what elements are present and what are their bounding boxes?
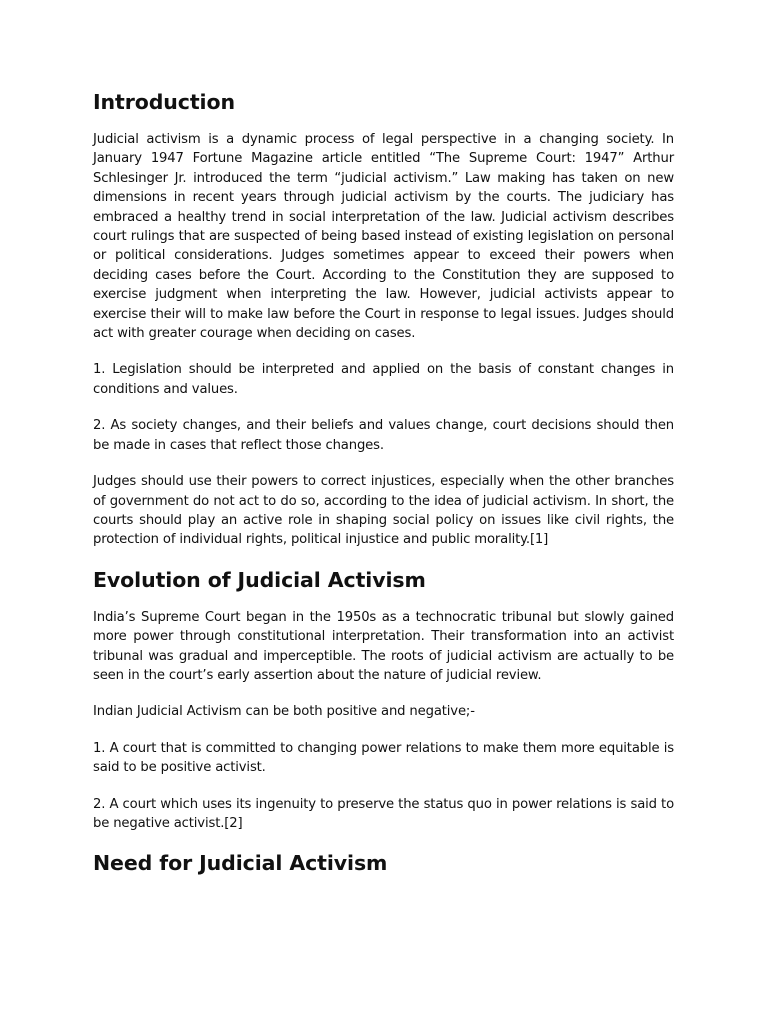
document-page — [93, 88, 674, 891]
intro-paragraph-1: Judicial activism is a dynamic process of legal perspective in a changing society. In January 1947 Fortune Magazine article entitled “The Supreme Court: 1947” Arthur Schlesinger Jr. introduced the term “judicial activism.” Law making has taken on new dimensions in recent years through judicial activism by the courts. The judiciary has embraced a healthy trend in social interpretation of the law. Judicial activism describes court rulings that are suspected of being based instead of existing legislation on personal or political considerations. Judges sometimes appear to exceed their powers when deciding cases before the Court. According to the Constitution they are supposed to exercise judgment when interpreting the law. However, judicial activists appear to exercise their will to make law before the Court in response to legal issues. Judges should act with greater courage when deciding on cases. — [93, 132, 674, 342]
heading-need: Need for Judicial Activism — [93, 851, 388, 876]
heading-evolution: Evolution of Judicial Activism — [93, 567, 426, 592]
evolution-paragraph-3: 1. A court that is committed to changing power relations to make them more equitable is said to be positive activist. — [93, 740, 674, 776]
evolution-paragraph-2: Indian Judicial Activism can be both positive and negative;- — [93, 704, 475, 720]
intro-paragraph-4: Judges should use their powers to correct injustices, especially when the other branches of government do not act to do so, according to the idea of judicial activism. In short, the courts should play an active role in shaping social policy on issues like civil rights, the protection of individual rights, political injustice and public morality.[1] — [93, 474, 674, 548]
evolution-paragraph-4: 2. A court which uses its ingenuity to preserve the status quo in power relations is said to be negative activist.[2] — [93, 796, 674, 831]
heading-introduction: Introduction — [93, 90, 235, 114]
evolution-paragraph-1: India’s Supreme Court began in the 1950s as a technocratic tribunal but slowly gained more power through constitutional interpretation. Their transformation into an activist tribunal was gradual and imperceptible. The roots of judicial activism are actually to be seen in the court’s early assertion about the nature of judicial review. — [93, 609, 674, 683]
intro-paragraph-3: 2. As society changes, and their beliefs and values change, court decisions should then be made in cases that reflect those changes. — [93, 418, 674, 453]
intro-paragraph-2: 1. Legislation should be interpreted and applied on the basis of constant changes in conditions and values. — [93, 362, 674, 397]
